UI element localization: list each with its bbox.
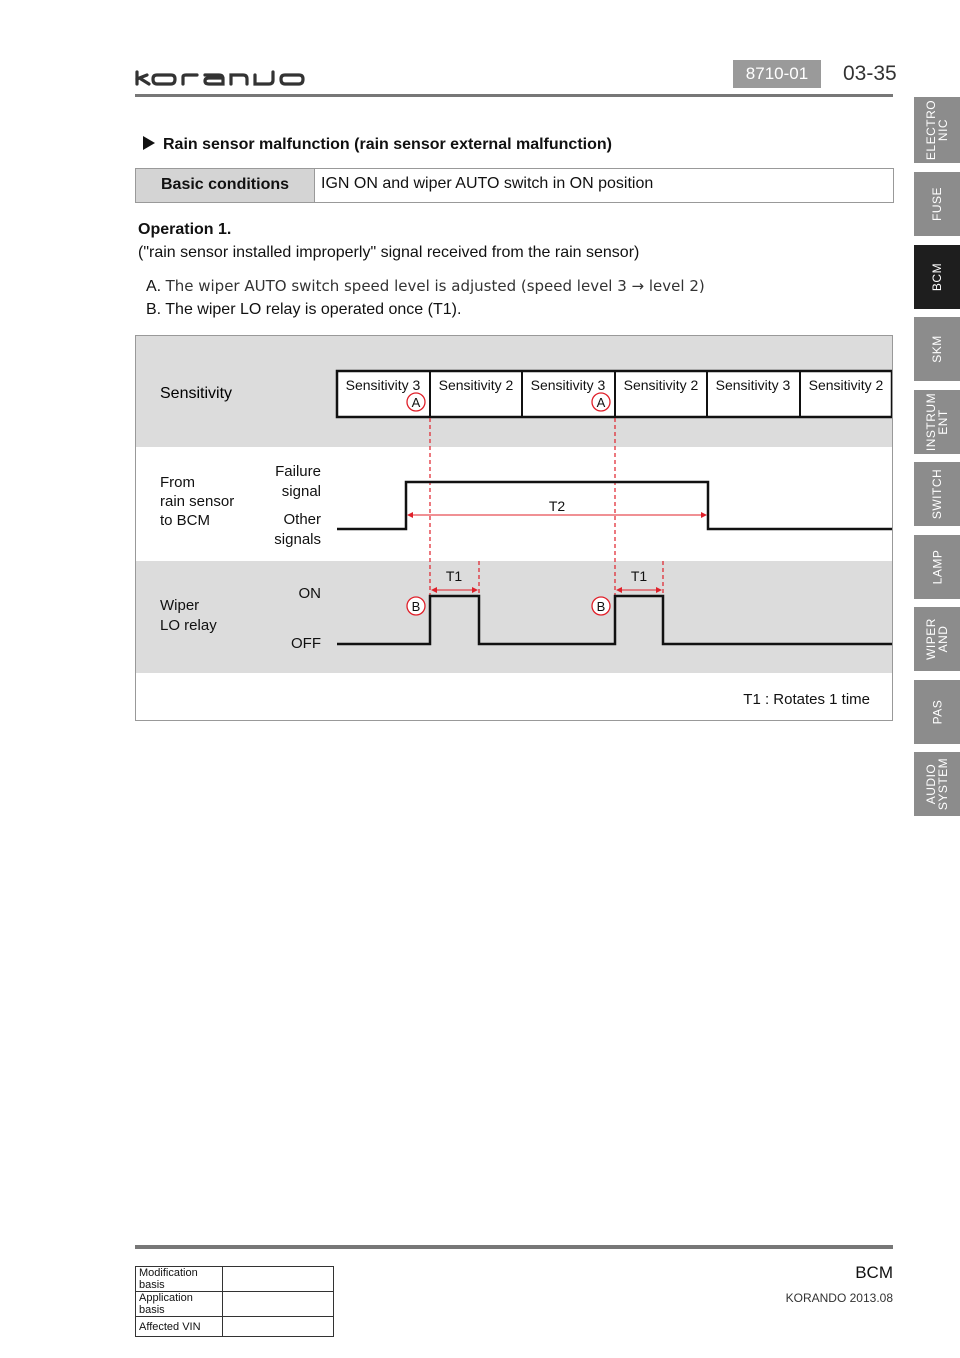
- step-a-text: The wiper AUTO switch speed level is adjusted (speed level 3 → level 2): [165, 277, 705, 295]
- failure-label-2: signal: [281, 483, 321, 500]
- t1-label-1: T1: [445, 568, 463, 584]
- tab-pas[interactable]: PAS: [914, 680, 960, 744]
- document-code: 8710-01: [733, 60, 821, 88]
- sensitivity-cell-5: Sensitivity 3: [715, 377, 791, 393]
- marker-a-2-label: A: [596, 395, 606, 410]
- operation-title: Operation 1.: [138, 221, 232, 238]
- off-label: OFF: [291, 635, 321, 652]
- tab-audio-system[interactable]: AUDIO SYSTEM: [914, 752, 960, 816]
- failure-label-1: Failure: [275, 463, 321, 480]
- wiper-label-2: LO relay: [160, 617, 217, 634]
- tab-fuse[interactable]: FUSE: [914, 172, 960, 236]
- affected-vin-value: [223, 1317, 334, 1337]
- sensitivity-cell-6: Sensitivity 2: [808, 377, 884, 393]
- page-number: 03-35: [843, 62, 897, 85]
- modification-basis-label: Modification basis: [136, 1267, 223, 1292]
- t1-label-2: T1: [630, 568, 648, 584]
- from-label-1: From: [160, 474, 195, 491]
- table-row: [136, 1292, 334, 1317]
- footer-divider: [135, 1245, 893, 1249]
- footer-section: BCM: [855, 1263, 893, 1282]
- marker-b-2-label: B: [596, 599, 606, 614]
- wiper-label-1: Wiper: [160, 597, 200, 614]
- table-row: [136, 1267, 334, 1292]
- basic-conditions-label: Basic conditions: [136, 169, 315, 202]
- tab-skm[interactable]: SKM: [914, 317, 960, 381]
- table-row: [136, 1317, 334, 1337]
- application-basis-value: [223, 1292, 334, 1317]
- from-label-2: rain sensor: [160, 493, 235, 510]
- step-b: B. The wiper LO relay is operated once (T1).: [146, 301, 462, 318]
- marker-a-1-label: A: [411, 395, 421, 410]
- triangle-bullet-icon: [143, 136, 155, 150]
- sensitivity-cell-2: Sensitivity 2: [438, 377, 514, 393]
- header-divider: [135, 94, 893, 97]
- sensitivity-cell-3: Sensitivity 3: [530, 377, 606, 393]
- basic-conditions-value: IGN ON and wiper AUTO switch in ON position: [321, 175, 654, 192]
- tab-electronic[interactable]: ELECTRO NIC: [914, 97, 960, 163]
- wiper-band: [136, 561, 892, 673]
- other-label-2: signals: [274, 531, 321, 548]
- marker-b-1-label: B: [411, 599, 421, 614]
- section-heading: Rain sensor malfunction (rain sensor external malfunction): [143, 136, 612, 154]
- affected-vin-label: Affected VIN: [136, 1317, 223, 1337]
- tab-instrument[interactable]: INSTRUM ENT: [914, 390, 960, 454]
- step-a: [146, 277, 705, 296]
- sensitivity-label: Sensitivity: [160, 385, 233, 402]
- diagram-note: T1 : Rotates 1 time: [743, 691, 870, 708]
- basic-conditions-table: [135, 168, 894, 203]
- application-basis-label: Application basis: [136, 1292, 223, 1317]
- sensitivity-cell-1: Sensitivity 3: [345, 377, 421, 393]
- tab-wiper-and[interactable]: WIPER AND: [914, 607, 960, 671]
- t2-label: T2: [548, 498, 566, 514]
- timing-diagram: [135, 335, 893, 721]
- korando-logo: [135, 70, 315, 93]
- modification-basis-value: [223, 1267, 334, 1292]
- on-label: ON: [298, 585, 321, 602]
- footer-version: KORANDO 2013.08: [785, 1291, 893, 1305]
- from-label-3: to BCM: [160, 512, 211, 529]
- modification-table: [135, 1266, 334, 1337]
- step-a-marker: A.: [146, 278, 162, 295]
- operation-description: ("rain sensor installed improperly" signal received from the rain sensor): [138, 244, 640, 261]
- sensitivity-cell-4: Sensitivity 2: [623, 377, 699, 393]
- tab-switch[interactable]: SWITCH: [914, 462, 960, 526]
- tab-lamp[interactable]: LAMP: [914, 535, 960, 599]
- other-label-1: Other: [283, 511, 321, 528]
- tab-bcm[interactable]: BCM: [914, 245, 960, 309]
